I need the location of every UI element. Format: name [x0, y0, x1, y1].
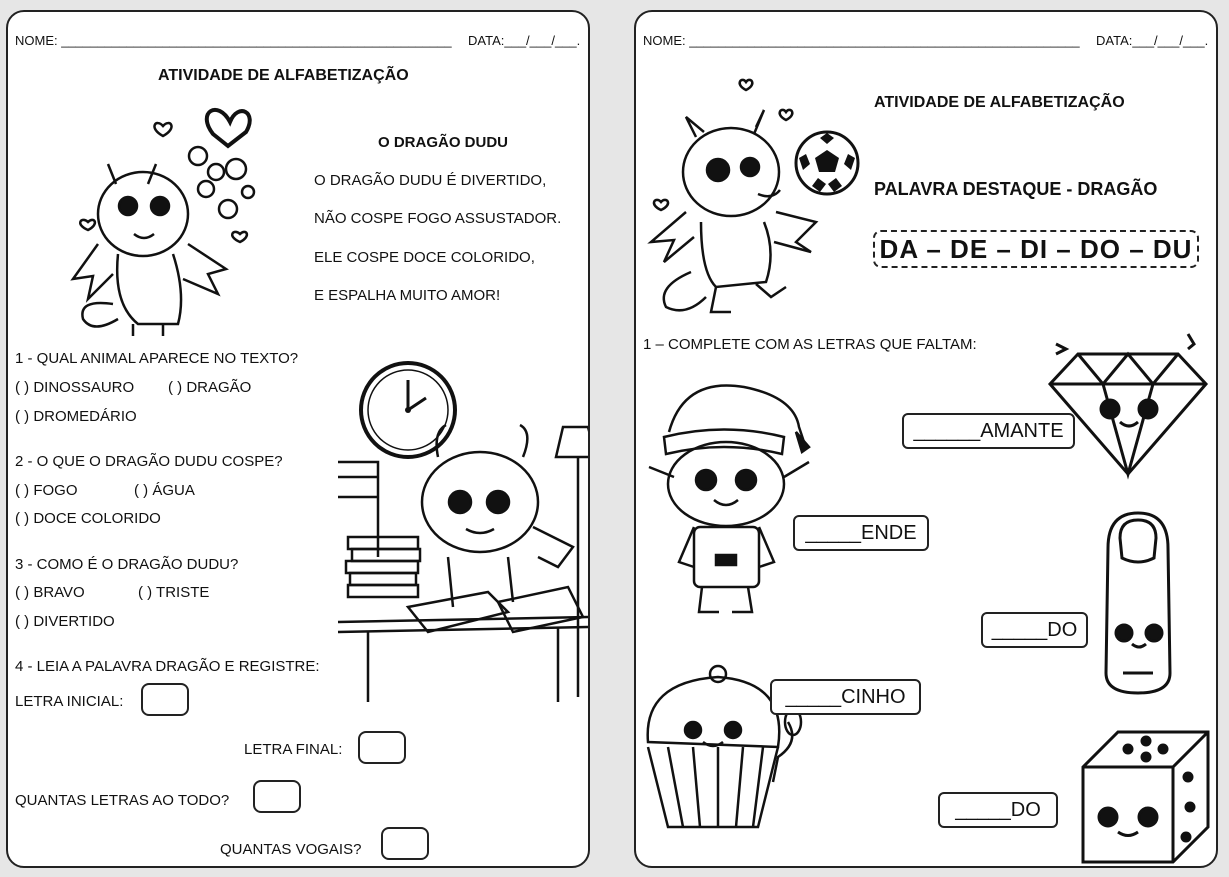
dragon-studying-illustration [338, 417, 590, 702]
question-4: 4 - LEIA A PALAVRA DRAGÃO E REGISTRE: [15, 658, 320, 675]
poem-title: O DRAGÃO DUDU [378, 134, 508, 151]
date-field: DATA:___/___/___. [1096, 33, 1209, 48]
poem-line: E ESPALHA MUITO AMOR! [314, 287, 501, 304]
worksheet-page-left [6, 10, 590, 868]
syllable-family: DA – DE – DI – DO – DU [873, 230, 1199, 268]
dragon-soccer-illustration [646, 72, 836, 322]
vowel-count-input[interactable] [381, 827, 429, 860]
worksheet-page-right [634, 10, 1218, 868]
question-3: 3 - COMO É O DRAGÃO DUDU? [15, 556, 239, 573]
name-field: NOME: ______________________________________________________ [15, 33, 452, 48]
elf-illustration [644, 372, 814, 617]
option-checkbox[interactable]: ( ) DRAGÃO [168, 379, 252, 396]
field-label-vowel-count: QUANTAS VOGAIS? [220, 841, 362, 858]
option-checkbox[interactable]: ( ) TRISTE [138, 584, 210, 601]
name-field: NOME: ______________________________________________________ [643, 33, 1080, 48]
question-1: 1 - QUAL ANIMAL APARECE NO TEXTO? [15, 350, 299, 367]
soccer-ball-icon [794, 130, 860, 196]
page-title: ATIVIDADE DE ALFABETIZAÇÃO [874, 94, 1125, 111]
initial-letter-input[interactable] [141, 683, 189, 716]
dragon-candy-illustration [68, 94, 268, 339]
word-blank-box[interactable]: _____DO [938, 792, 1058, 828]
diamond-illustration [1048, 324, 1208, 484]
word-blank-box[interactable]: _____ENDE [793, 515, 929, 551]
option-checkbox[interactable]: ( ) DINOSSAURO [15, 379, 135, 396]
field-label-final-letter: LETRA FINAL: [244, 741, 343, 758]
highlight-word-label: PALAVRA DESTAQUE - DRAGÃO [874, 179, 1158, 199]
page-title: ATIVIDADE DE ALFABETIZAÇÃO [158, 67, 409, 84]
dice-illustration [1078, 727, 1213, 865]
option-checkbox[interactable]: ( ) DOCE COLORIDO [15, 510, 161, 527]
word-blank-box[interactable]: _____DO [981, 612, 1088, 648]
poem-line: ELE COSPE DOCE COLORIDO, [314, 249, 535, 266]
question-2: 2 - O QUE O DRAGÃO DUDU COSPE? [15, 453, 283, 470]
word-blank-box[interactable]: ______AMANTE [902, 413, 1075, 449]
option-checkbox[interactable]: ( ) DIVERTIDO [15, 613, 115, 630]
poem-line: NÃO COSPE FOGO ASSUSTADOR. [314, 210, 562, 227]
letter-count-input[interactable] [253, 780, 301, 813]
option-checkbox[interactable]: ( ) BRAVO [15, 584, 85, 601]
poem-line: O DRAGÃO DUDU É DIVERTIDO, [314, 172, 547, 189]
option-checkbox[interactable]: ( ) FOGO [15, 482, 78, 499]
date-field: DATA:___/___/___. [468, 33, 581, 48]
final-letter-input[interactable] [358, 731, 406, 764]
field-label-initial-letter: LETRA INICIAL: [15, 693, 124, 710]
word-blank-box[interactable]: _____CINHO [770, 679, 921, 715]
option-checkbox[interactable]: ( ) ÁGUA [134, 482, 195, 499]
option-checkbox[interactable]: ( ) DROMEDÁRIO [15, 408, 137, 425]
exercise-instruction: 1 – COMPLETE COM AS LETRAS QUE FALTAM: [643, 336, 977, 353]
field-label-letter-count: QUANTAS LETRAS AO TODO? [15, 792, 230, 809]
finger-illustration [1098, 508, 1178, 698]
